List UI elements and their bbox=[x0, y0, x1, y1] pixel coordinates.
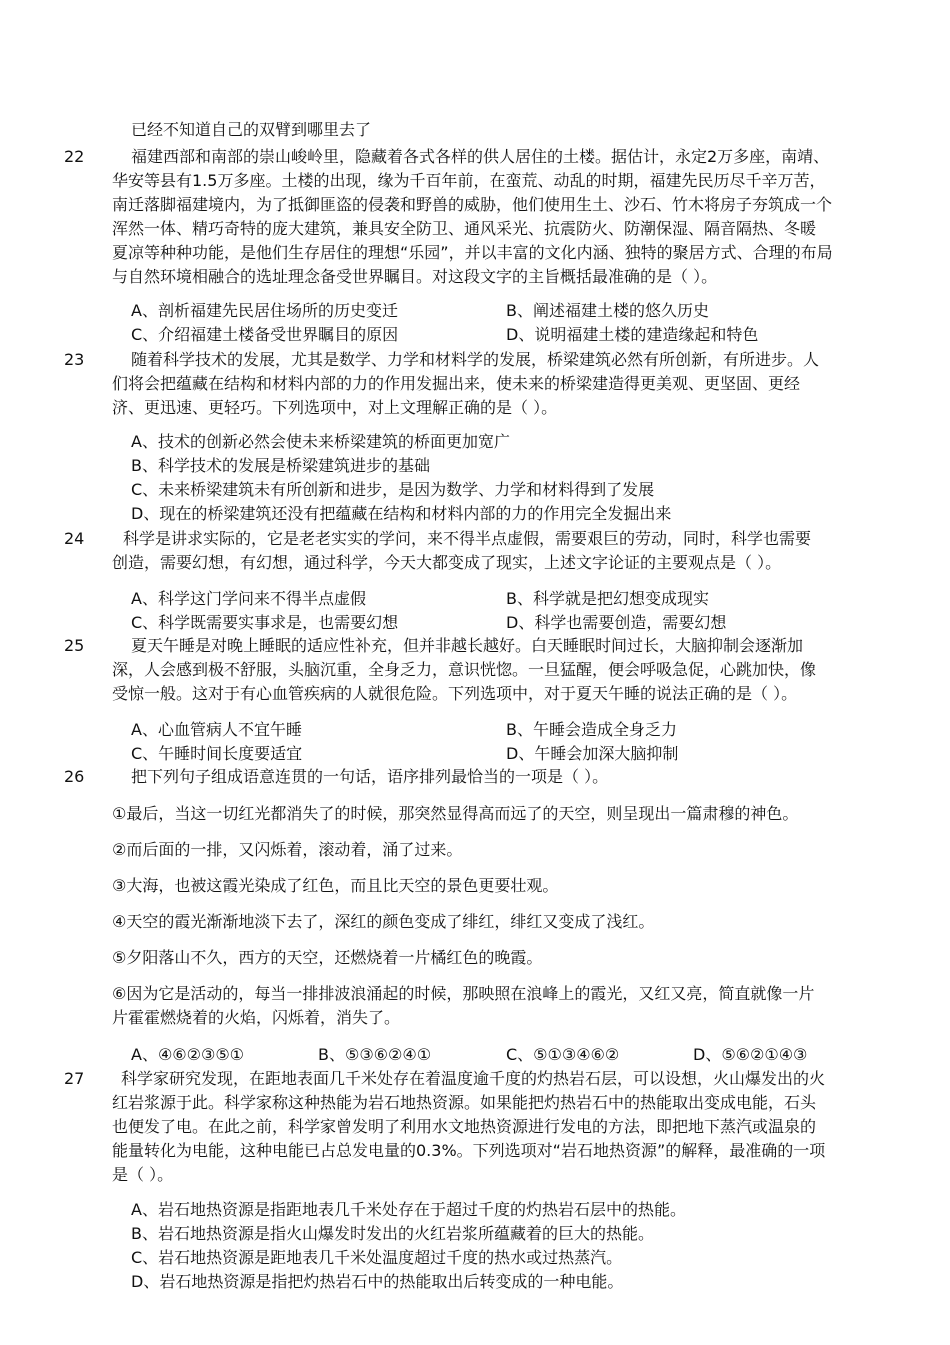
q27-text-line: 能量转化为电能，这种电能已占总发电量的0.3%。下列选项对“岩石地热资源”的解释，最准确的一项 bbox=[112, 1141, 826, 1160]
intro-tail: 已经不知道自己的双臂到哪里去了 bbox=[131, 120, 372, 139]
q25-text-line: 受惊一般。这对于有心血管疾病的人就很危险。下列选项中，对于夏天午睡的说法正确的是（ ）。 bbox=[112, 684, 798, 703]
q23-text-line: 济、更迅速、更轻巧。下列选项中，对上文理解正确的是（ ）。 bbox=[112, 398, 558, 417]
q26-option-c[interactable]: C、⑤①③④⑥② bbox=[506, 1045, 620, 1064]
q24-option-d[interactable]: D、科学也需要创造，需要幻想 bbox=[506, 613, 727, 632]
q23-option-c[interactable]: C、未来桥梁建筑未有所创新和进步，是因为数学、力学和材料得到了发展 bbox=[131, 480, 655, 499]
q25-text-line: 深，人会感到极不舒服，头脑沉重，全身乏力，意识恍惚。一旦猛醒，便会呼吸急促，心跳加快，像 bbox=[112, 660, 817, 679]
q23-text-line: 随着科学技术的发展，尤其是数学、力学和材料学的发展，桥梁建筑必然有所创新，有所进步。人 bbox=[131, 350, 820, 369]
q26-sentence: ②而后面的一排，又闪烁着，滚动着，涌了过来。 bbox=[112, 840, 463, 859]
q26-option-b[interactable]: B、⑤③⑥②④① bbox=[318, 1045, 432, 1064]
q25-option-a[interactable]: A、心血管病人不宜午睡 bbox=[131, 720, 302, 739]
q27-option-a[interactable]: A、岩石地热资源是指距地表几千米处存在于超过千度的灼热岩石层中的热能。 bbox=[131, 1200, 686, 1219]
q24-option-a[interactable]: A、科学这门学问来不得半点虚假 bbox=[131, 589, 366, 608]
q25-option-b[interactable]: B、午睡会造成全身乏力 bbox=[506, 720, 677, 739]
q26-option-a[interactable]: A、④⑥②③⑤① bbox=[131, 1045, 245, 1064]
q26-option-d[interactable]: D、⑤⑥②①④③ bbox=[693, 1045, 808, 1064]
q27-option-d[interactable]: D、岩石地热资源是指把灼热岩石中的热能取出后转变成的一种电能。 bbox=[131, 1272, 624, 1291]
question-number: 22 bbox=[64, 147, 85, 166]
q22-text-line: 福建西部和南部的崇山峻岭里，隐藏着各式各样的供人居住的土楼。据估计，永定2万多座，南靖、 bbox=[131, 147, 830, 166]
q25-text-line: 夏天午睡是对晚上睡眠的适应性补充，但并非越长越好。白天睡眠时间过长，大脑抑制会逐渐加 bbox=[131, 636, 804, 655]
q23-option-d[interactable]: D、现在的桥梁建筑还没有把蕴藏在结构和材料内部的力的作用完全发掘出来 bbox=[131, 504, 672, 523]
q26-sentence: ⑥因为它是活动的，每当一排排波浪涌起的时候，那映照在浪峰上的霞光，又红又亮，简直就像一片 bbox=[112, 984, 815, 1003]
q27-text-line: 是（ ）。 bbox=[112, 1165, 174, 1184]
q24-text-line: 科学是讲求实际的，它是老老实实的学问，来不得半点虚假，需要艰巨的劳动，同时，科学也需要 bbox=[123, 529, 812, 548]
q26-sentence: ③大海，也被这霞光染成了红色，而且比天空的景色更要壮观。 bbox=[112, 876, 559, 895]
q22-text-line: 夏凉等种种功能，是他们生存居住的理想“乐园”，并以丰富的文化内涵、独特的聚居方式、合理的布局 bbox=[112, 243, 833, 262]
question-number: 24 bbox=[64, 529, 85, 548]
q22-text-line: 南迁落脚福建境内，为了抵御匪盗的侵袭和野兽的威胁，他们使用生土、沙石、竹木将房子夯筑成一个 bbox=[112, 195, 833, 214]
q26-sentence: ④天空的霞光渐渐地淡下去了，深红的颜色变成了绯红，绯红又变成了浅红。 bbox=[112, 912, 655, 931]
q26-sentence: ⑤夕阳落山不久，西方的天空，还燃烧着一片橘红色的晚霞。 bbox=[112, 948, 543, 967]
q25-option-c[interactable]: C、午睡时间长度要适宜 bbox=[131, 744, 303, 763]
q24-option-c[interactable]: C、科学既需要实事求是，也需要幻想 bbox=[131, 613, 399, 632]
q24-text-line: 创造，需要幻想，有幻想，通过科学，今天大都变成了现实，上述文字论证的主要观点是（ ）。 bbox=[112, 553, 782, 572]
q23-option-b[interactable]: B、科学技术的发展是桥梁建筑进步的基础 bbox=[131, 456, 430, 475]
q25-option-d[interactable]: D、午睡会加深大脑抑制 bbox=[506, 744, 679, 763]
q23-text-line: 们将会把蕴藏在结构和材料内部的力的作用发掘出来，使未来的桥梁建造得更美观、更坚固、更经 bbox=[112, 374, 801, 393]
q27-text-line: 科学家研究发现，在距地表面几千米处存在着温度逾千度的灼热岩石层，可以设想，火山爆发出的火 bbox=[121, 1069, 826, 1088]
q22-text-line: 华安等县有1.5万多座。土楼的出现，缘为千百年前，在蛮荒、动乱的时期，福建先民历尽千辛万苦， bbox=[112, 171, 826, 190]
q24-option-b[interactable]: B、科学就是把幻想变成现实 bbox=[506, 589, 709, 608]
question-number: 25 bbox=[64, 636, 85, 655]
q23-option-a[interactable]: A、技术的创新必然会使未来桥梁建筑的桥面更加宽广 bbox=[131, 432, 510, 451]
q27-text-line: 红岩浆源于此。科学家称这种热能为岩石地热资源。如果能把灼热岩石中的热能取出变成电能，石头 bbox=[112, 1093, 817, 1112]
q22-text-line: 与自然环境相融合的选址理念备受世界瞩目。对这段文字的主旨概括最准确的是（ ）。 bbox=[112, 267, 718, 286]
question-number: 26 bbox=[64, 767, 85, 786]
question-number: 23 bbox=[64, 350, 85, 369]
q22-option-d[interactable]: D、说明福建土楼的建造缘起和特色 bbox=[506, 325, 759, 344]
q27-option-b[interactable]: B、岩石地热资源是指火山爆发时发出的火红岩浆所蕴藏着的巨大的热能。 bbox=[131, 1224, 654, 1243]
q27-option-c[interactable]: C、岩石地热资源是距地表几千米处温度超过千度的热水或过热蒸汽。 bbox=[131, 1248, 623, 1267]
q22-text-line: 浑然一体、精巧奇特的庞大建筑，兼具安全防卫、通风采光、抗震防火、防潮保湿、隔音隔热、冬暖 bbox=[112, 219, 817, 238]
q22-option-a[interactable]: A、剖析福建先民居住场所的历史变迁 bbox=[131, 301, 398, 320]
q26-sentence: ①最后，当这一切红光都消失了的时候，那突然显得高而远了的天空，则呈现出一篇肃穆的神色。 bbox=[112, 804, 799, 823]
q27-text-line: 也便发了电。在此之前，科学家曾发明了利用水文地热资源进行发电的方法，即把地下蒸汽或温泉的 bbox=[112, 1117, 817, 1136]
q26-stem: 把下列句子组成语意连贯的一句话，语序排列最恰当的一项是（ ）。 bbox=[131, 767, 609, 786]
q22-option-b[interactable]: B、阐述福建土楼的悠久历史 bbox=[506, 301, 709, 320]
q26-sentence: 片霍霍燃烧着的火焰，闪烁着，消失了。 bbox=[112, 1008, 401, 1027]
question-number: 27 bbox=[64, 1069, 85, 1088]
q22-option-c[interactable]: C、介绍福建土楼备受世界瞩目的原因 bbox=[131, 325, 399, 344]
